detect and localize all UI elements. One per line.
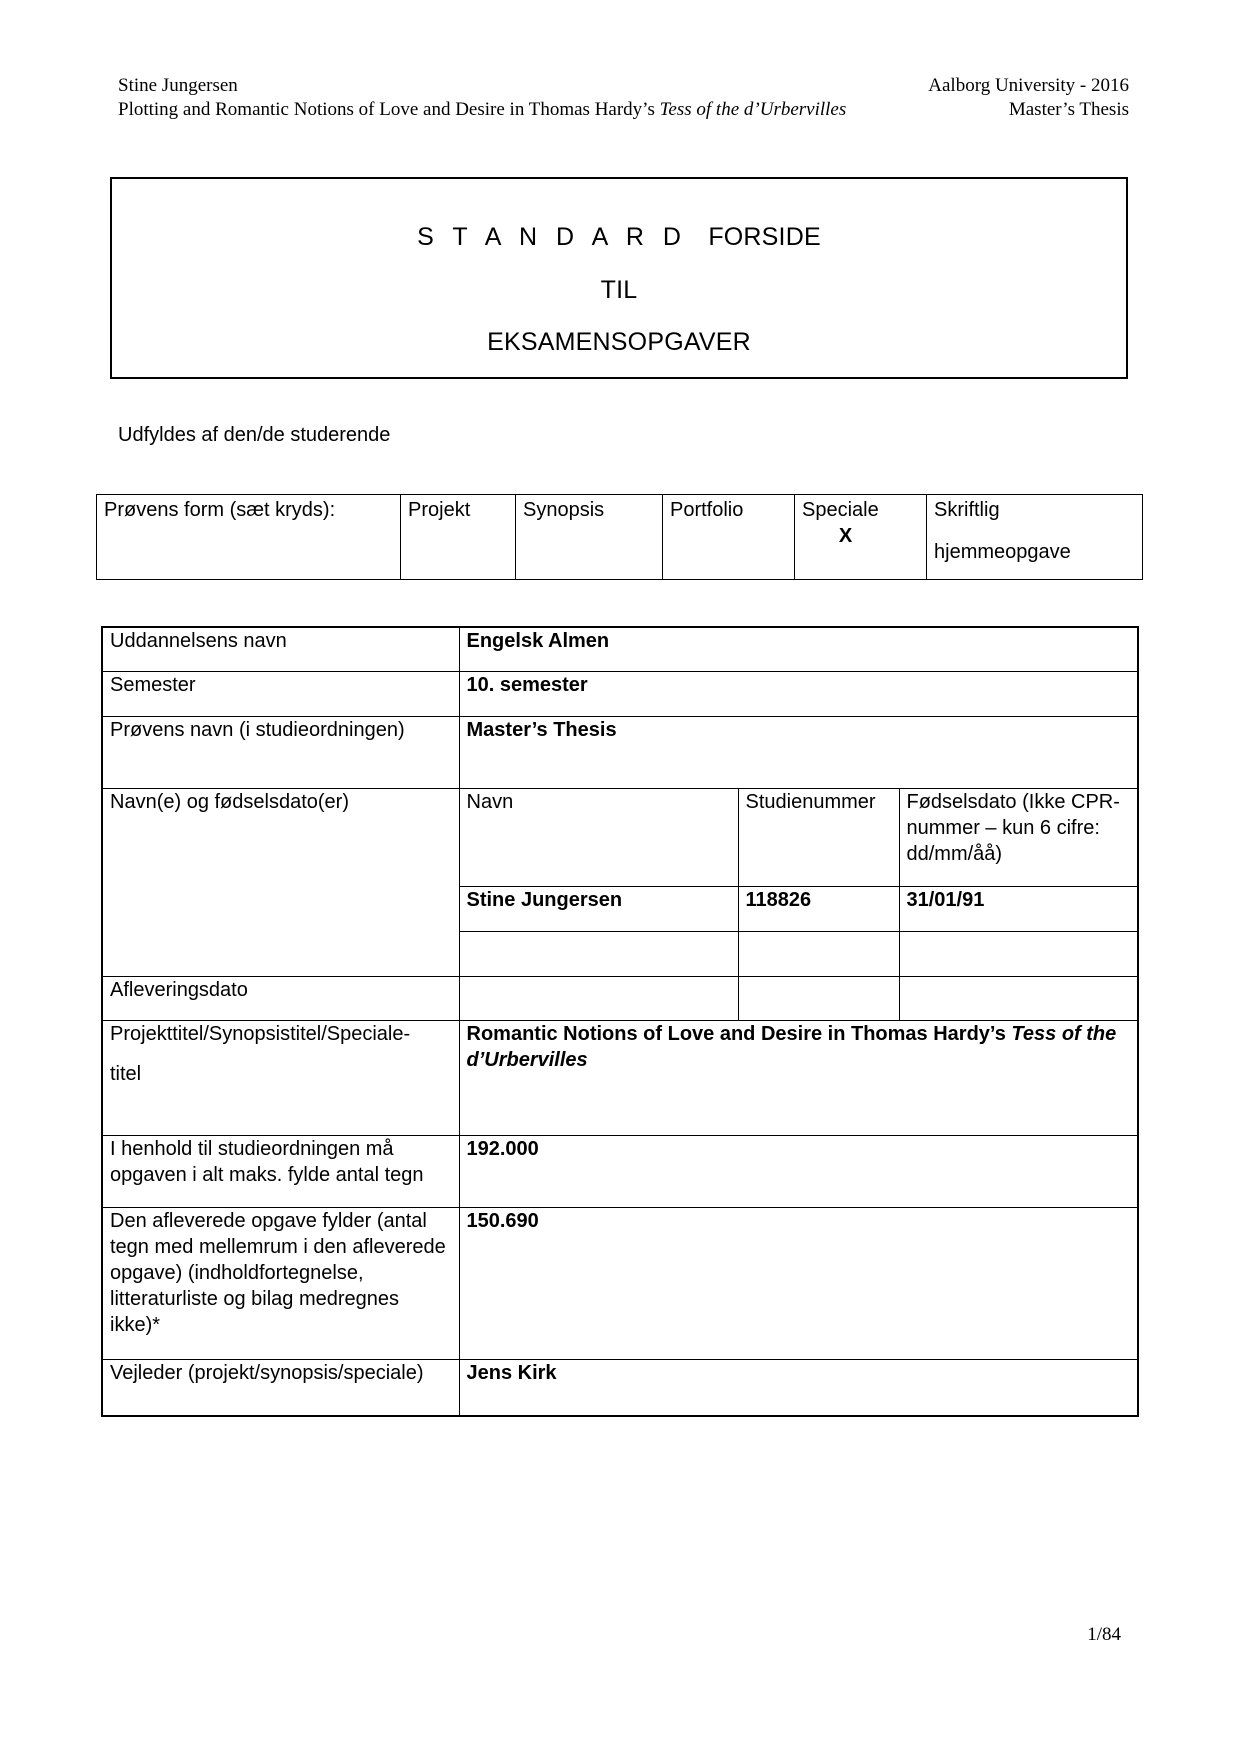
title-line-3: EKSAMENSOPGAVER xyxy=(487,328,751,356)
header-title-prefix: Plotting and Romantic Notions of Love and Desire in Thomas Hardy’s xyxy=(118,99,660,120)
title-spaced-word: S T A N D A R D xyxy=(417,223,687,251)
actual-chars-label: Den afleverede opgave fylder (antal tegn med mellemrum i den afleverede opgave) (indholdfortegnelse, litteraturliste og bilag medregnes ikke)* xyxy=(102,1207,459,1359)
title-line-1 xyxy=(112,223,1126,252)
option-synopsis[interactable]: Synopsis xyxy=(516,495,663,580)
col-header-name: Navn xyxy=(459,788,738,886)
fill-instruction: Udfyldes af den/de studerende xyxy=(118,424,391,446)
option-skriftlig-hjemmeopgave[interactable] xyxy=(927,495,1143,580)
max-chars-label: I henhold til studieordningen må opgaven i alt maks. fylde antal tegn xyxy=(102,1135,459,1207)
empty-name-cell[interactable] xyxy=(459,931,738,976)
col-header-student-number: Studienummer xyxy=(738,788,899,886)
project-title-label xyxy=(102,1020,459,1135)
names-label: Navn(e) og fødselsdato(er) xyxy=(102,788,459,976)
project-title-label-line1: Projekttitel/Synopsistitel/Speciale- xyxy=(110,1022,411,1045)
title-forside: FORSIDE xyxy=(708,223,821,251)
supervisor-value[interactable]: Jens Kirk xyxy=(459,1359,1138,1416)
project-title-prefix: Romantic Notions of Love and Desire in Thomas Hardy’s xyxy=(466,1022,1012,1045)
student-name-value[interactable]: Stine Jungersen xyxy=(459,886,738,931)
header-title-italic: Tess of the d’Urbervilles xyxy=(659,99,847,120)
education-label: Uddannelsens navn xyxy=(102,627,459,671)
project-title-italic: Tess of the d’Urbervilles xyxy=(466,1022,1117,1071)
student-birth-value[interactable]: 31/01/91 xyxy=(899,886,1138,931)
delivery-date-cell-2[interactable] xyxy=(738,976,899,1020)
exam-name-value[interactable]: Master’s Thesis xyxy=(459,716,1138,788)
delivery-date-cell-3[interactable] xyxy=(899,976,1138,1020)
header-author: Stine Jungersen xyxy=(118,75,238,96)
title-line-2: TIL xyxy=(600,276,638,304)
option-skriftlig-line2: hjemmeopgave xyxy=(934,541,1071,563)
exam-form-label: Prøvens form (sæt kryds): xyxy=(97,495,401,580)
speciale-check-mark: X xyxy=(838,525,853,547)
semester-value[interactable]: 10. semester xyxy=(459,671,1138,716)
student-number-value[interactable]: 118826 xyxy=(738,886,899,931)
header-doc-type: Master’s Thesis xyxy=(1008,99,1129,120)
semester-label: Semester xyxy=(102,671,459,716)
delivery-date-cell-1[interactable] xyxy=(459,976,738,1020)
delivery-date-label: Afleveringsdato xyxy=(102,976,459,1020)
exam-name-label: Prøvens navn (i studieordningen) xyxy=(102,716,459,788)
max-chars-value[interactable]: 192.000 xyxy=(459,1135,1138,1207)
option-speciale[interactable] xyxy=(795,495,927,580)
option-speciale-label: Speciale xyxy=(802,499,879,521)
header-thesis-title xyxy=(118,98,846,122)
col-header-birth-date: Fødselsdato (Ikke CPR-nummer – kun 6 cifre: dd/mm/åå) xyxy=(899,788,1138,886)
empty-birth-cell[interactable] xyxy=(899,931,1138,976)
header-university: Aalborg University - 2016 xyxy=(928,75,1129,96)
exam-form-table xyxy=(96,494,1143,580)
project-title-label-line2: titel xyxy=(110,1062,142,1085)
project-title-value[interactable] xyxy=(459,1020,1138,1135)
page-number: 1/84 xyxy=(1087,1624,1121,1645)
actual-chars-value[interactable]: 150.690 xyxy=(459,1207,1138,1359)
student-info-table xyxy=(101,626,1139,1417)
option-portfolio[interactable]: Portfolio xyxy=(663,495,795,580)
supervisor-label: Vejleder (projekt/synopsis/speciale) xyxy=(102,1359,459,1416)
empty-student-number-cell[interactable] xyxy=(738,931,899,976)
option-skriftlig-line1: Skriftlig xyxy=(934,499,1000,521)
standard-title-box xyxy=(110,177,1128,379)
option-projekt[interactable]: Projekt xyxy=(401,495,516,580)
education-value[interactable]: Engelsk Almen xyxy=(459,627,1138,671)
